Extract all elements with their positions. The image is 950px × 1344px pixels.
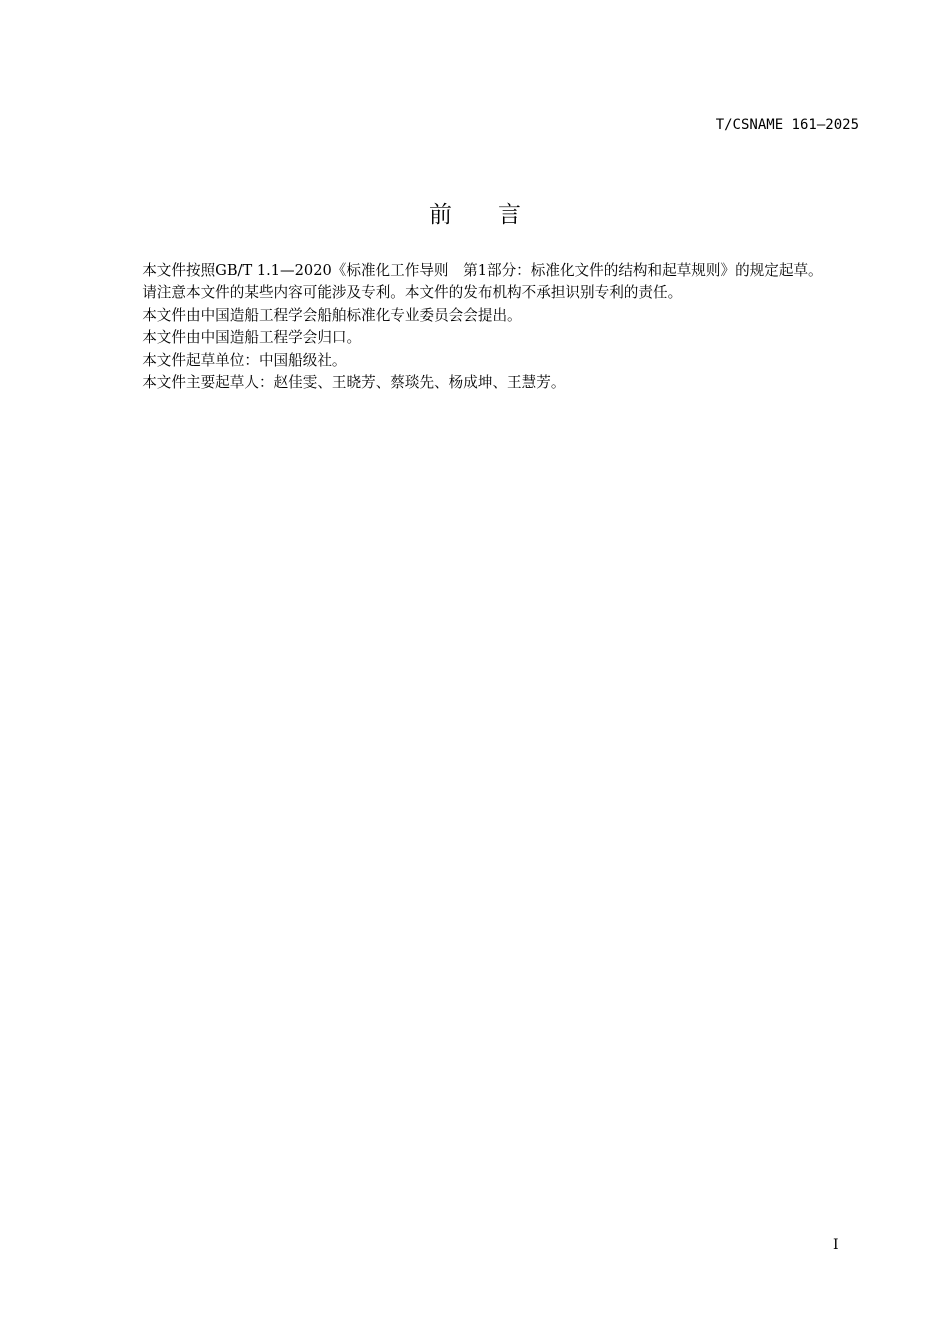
- paragraph-proposer: 本文件由中国造船工程学会船舶标准化专业委员会会提出。: [142, 306, 522, 324]
- paragraph-drafting-rules: 本文件按照GB/T 1.1—2020《标准化工作导则 第1部分：标准化文件的结构和起草规则》的规定起草。: [142, 262, 823, 279]
- page-number: I: [833, 1237, 839, 1253]
- paragraph-patent-notice: 请注意本文件的某些内容可能涉及专利。本文件的发布机构不承担识别专利的责任。: [142, 284, 683, 302]
- preface-body: [113, 260, 861, 394]
- document-code: T/CSNAME 161—2025: [715, 117, 859, 133]
- paragraph-drafters: 本文件主要起草人：赵佳雯、王晓芳、蔡琰先、杨成坤、王慧芳。: [142, 374, 566, 392]
- paragraph-responsible-body: 本文件由中国造船工程学会归口。: [142, 329, 362, 347]
- title-char-2: 言: [498, 202, 521, 228]
- title-char-1: 前: [429, 202, 452, 228]
- page-title: [0, 200, 950, 230]
- paragraph-drafting-unit: 本文件起草单位：中国船级社。: [142, 351, 347, 369]
